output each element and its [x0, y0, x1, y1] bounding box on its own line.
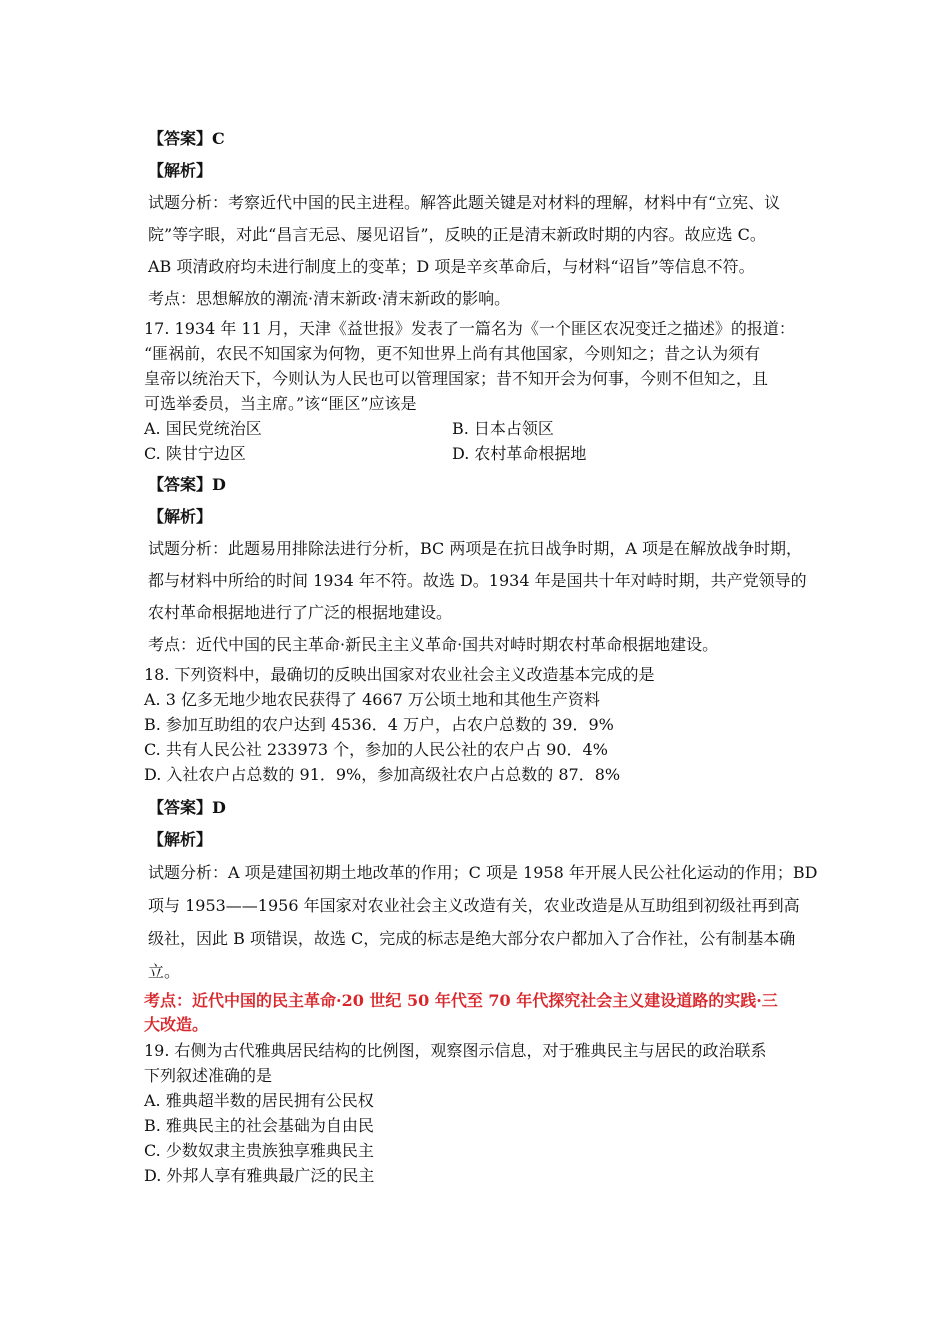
kaodian-line: 考点：思想解放的潮流·清末新政·清末新政的影响。 [148, 289, 511, 308]
analysis-line: AB 项清政府均未进行制度上的变革；D 项是辛亥革命后，与材料“诏旨”等信息不符。 [148, 257, 755, 276]
analysis-line: 级社，因此 B 项错误，故选 C，完成的标志是绝大部分农户都加入了合作社，公有制基本确 [148, 929, 796, 948]
question-stem-line: 可选举委员，当主席。”该“匪区”应该是 [144, 394, 417, 413]
option-c: C. 少数奴隶主贵族独享雅典民主 [144, 1141, 374, 1160]
question-stem-line: “匪祸前，农民不知国家为何物，更不知世界上尚有其他国家，今则知之；昔之认为须有 [144, 344, 761, 363]
option-b: B. 参加互助组的农户达到 4536．4 万户，占农户总数的 39．9% [144, 715, 614, 734]
analysis-line: 立。 [148, 962, 181, 981]
answer-label: 【答案】D [148, 475, 226, 494]
analysis-line: 试题分析：此题易用排除法进行分析，BC 两项是在抗日战争时期，A 项是在解放战争时期， [148, 539, 803, 558]
answer-label: 【答案】D [148, 798, 226, 817]
option-d: D. 农村革命根据地 [452, 444, 587, 463]
analysis-label: 【解析】 [148, 830, 213, 849]
question-stem-line: 下列叙述准确的是 [144, 1066, 273, 1085]
option-a: A. 3 亿多无地少地农民获得了 4667 万公顷土地和其他生产资料 [144, 690, 600, 709]
option-d: D. 外邦人享有雅典最广泛的民主 [144, 1166, 375, 1185]
kaodian-line: 大改造。 [144, 1015, 209, 1034]
analysis-line: 都与材料中所给的时间 1934 年不符。故选 D。1934 年是国共十年对峙时期，共产党领导的 [148, 571, 807, 590]
option-a: A. 国民党统治区 [144, 419, 262, 438]
option-d: D. 入社农户占总数的 91．9%，参加高级社农户占总数的 87．8% [144, 765, 621, 784]
option-c: C. 共有人民公社 233973 个，参加的人民公社的农户占 90．4% [144, 740, 608, 759]
analysis-line: 农村革命根据地进行了广泛的根据地建设。 [148, 603, 453, 622]
question-stem-line: 皇帝以统治天下，今则认为人民也可以管理国家；昔不知开会为何事，今则不但知之，且 [144, 369, 769, 388]
question-stem-line: 19. 右侧为古代雅典居民结构的比例图，观察图示信息，对于雅典民主与居民的政治联系 [144, 1041, 767, 1060]
kaodian-line: 考点：近代中国的民主革命·新民主主义革命·国共对峙时期农村革命根据地建设。 [148, 635, 719, 654]
option-c: C. 陕甘宁边区 [144, 444, 246, 463]
option-a: A. 雅典超半数的居民拥有公民权 [144, 1091, 374, 1110]
answer-label: 【答案】C [148, 129, 225, 148]
analysis-line: 项与 1953——1956 年国家对农业社会主义改造有关，农业改造是从互助组到初级社再到高 [148, 896, 800, 915]
analysis-line: 试题分析：考察近代中国的民主进程。解答此题关键是对材料的理解，材料中有“立宪、议 [148, 193, 781, 212]
kaodian-line: 考点：近代中国的民主革命·20 世纪 50 年代至 70 年代探究社会主义建设道路的实践·三 [144, 991, 778, 1010]
analysis-label: 【解析】 [148, 161, 213, 180]
analysis-line: 试题分析：A 项是建国初期土地改革的作用；C 项是 1958 年开展人民公社化运动的作用；BD [148, 863, 818, 882]
question-stem-line: 17. 1934 年 11 月，天津《益世报》发表了一篇名为《一个匪区农况变迁之描述》的报道： [144, 319, 795, 338]
option-b: B. 雅典民主的社会基础为自由民 [144, 1116, 374, 1135]
question-stem: 18. 下列资料中，最确切的反映出国家对农业社会主义改造基本完成的是 [144, 665, 655, 684]
analysis-line: 院”等字眼，对此“昌言无忌、屡见诏旨”，反映的正是清末新政时期的内容。故应选 C。 [148, 225, 766, 244]
analysis-label: 【解析】 [148, 507, 213, 526]
option-b: B. 日本占领区 [452, 419, 554, 438]
